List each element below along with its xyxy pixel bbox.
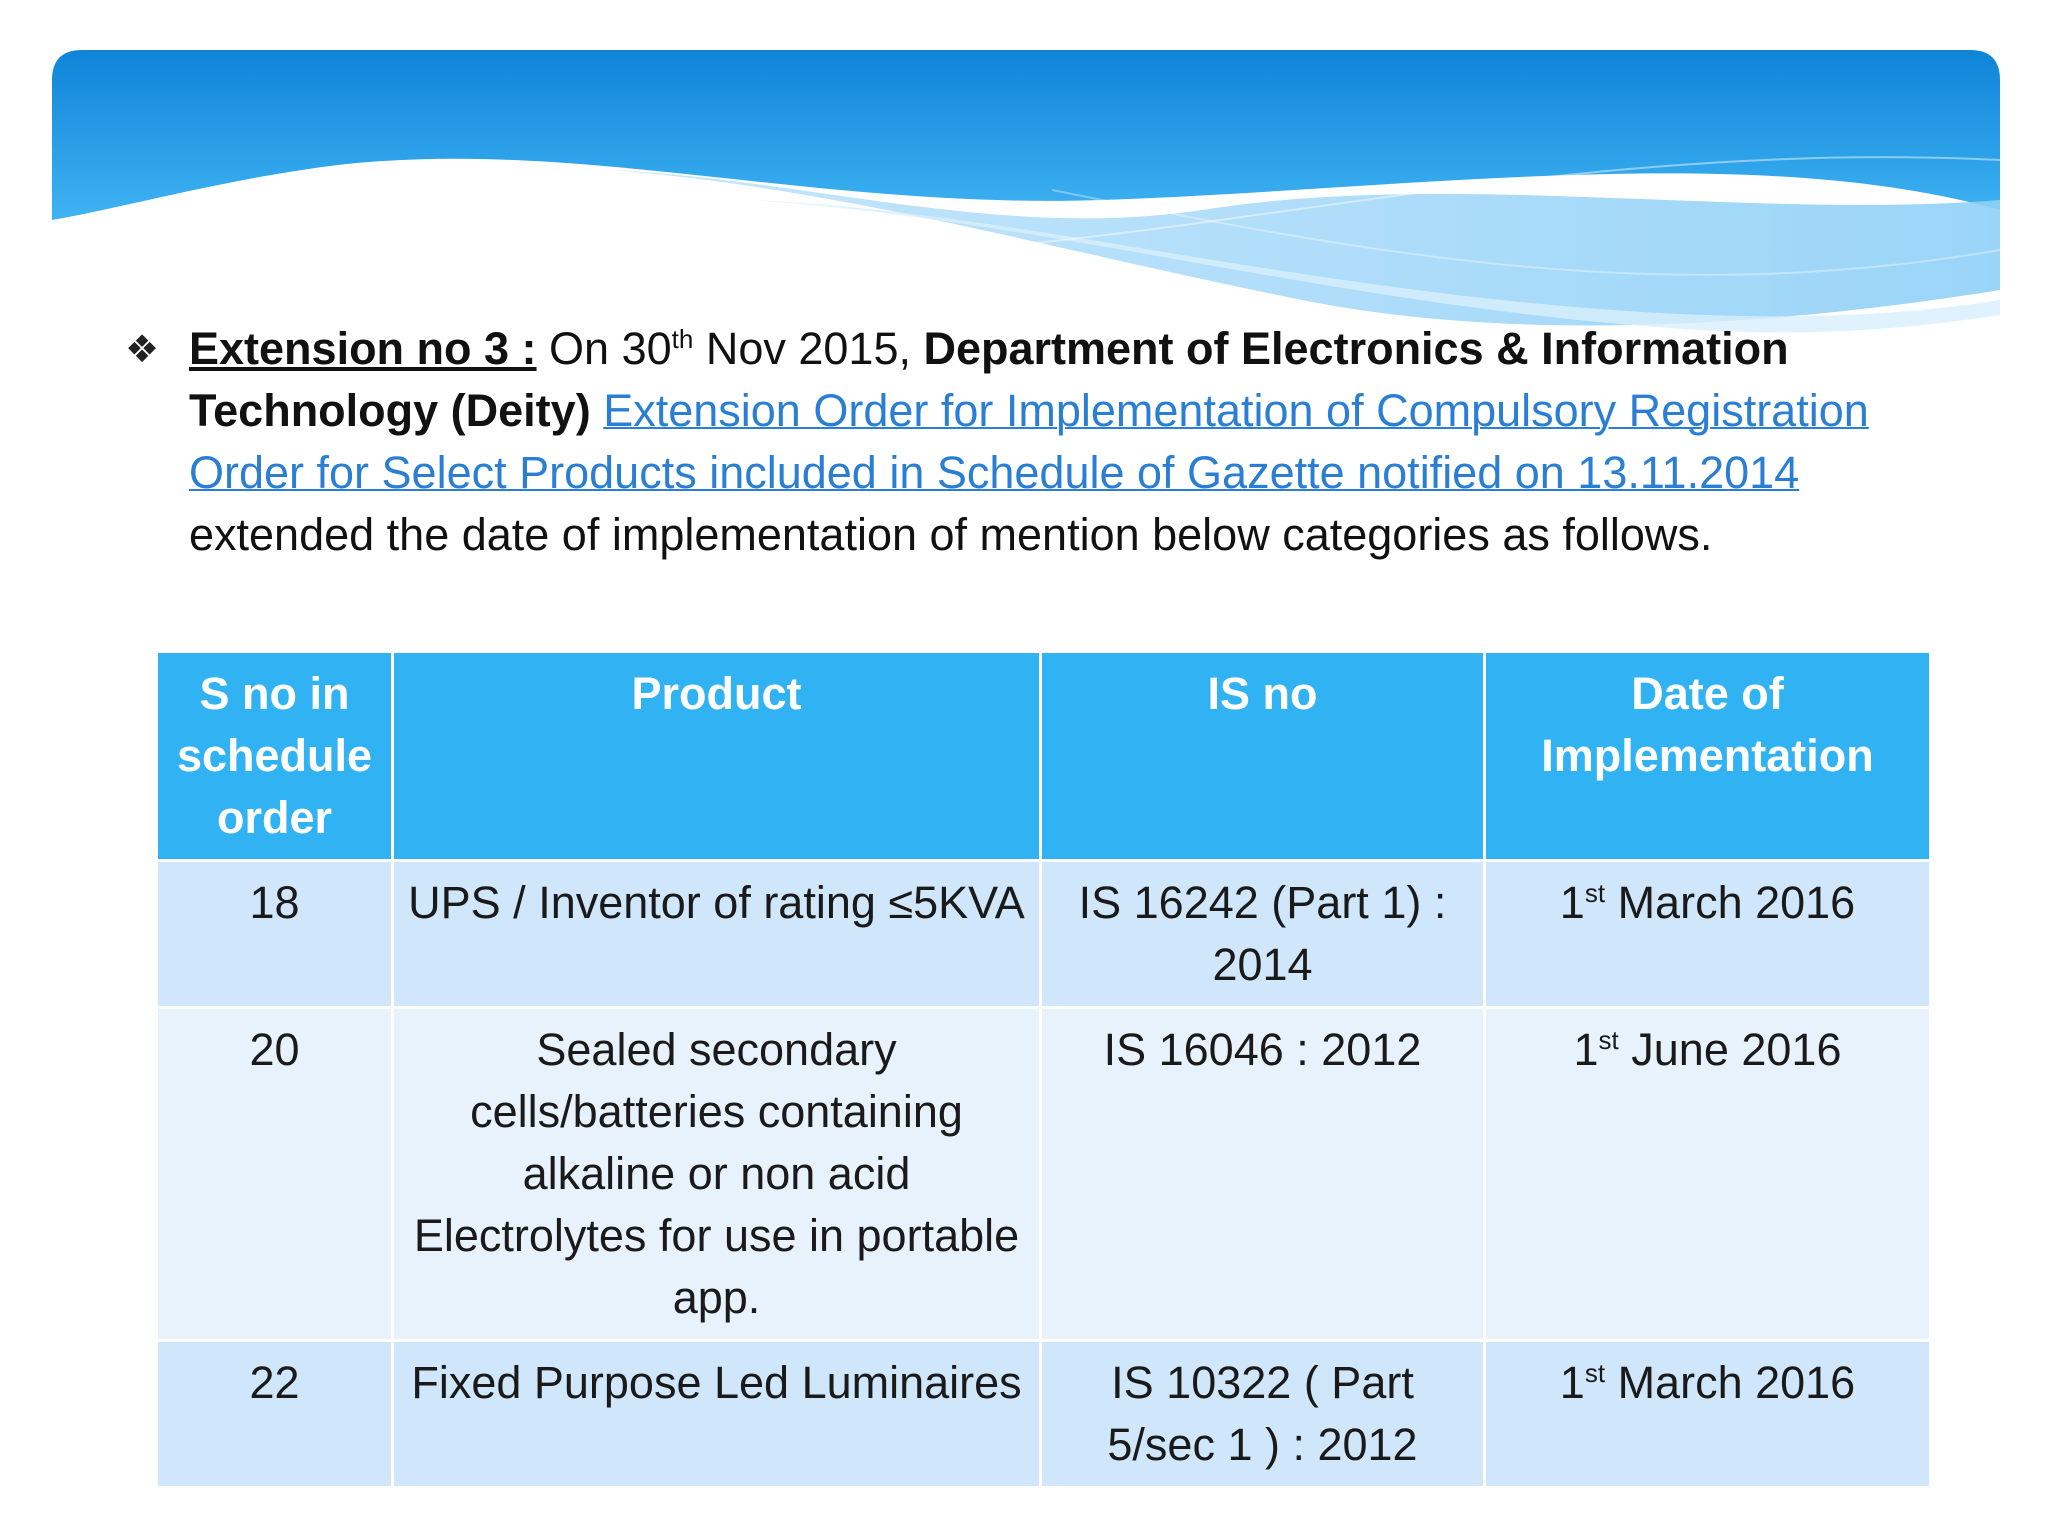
cell-product: UPS / Inventor of rating ≤5KVA [393, 861, 1041, 1008]
cell-date [1485, 1008, 1931, 1341]
extension-label: Extension no 3 : [189, 323, 537, 374]
department-name: Department of Electronics & Information Technology (Deity) [189, 323, 1789, 436]
text-after: extended the date of implementation of mention below categories as follows. [189, 509, 1713, 560]
table-row [157, 861, 1931, 1008]
table-row [157, 1341, 1931, 1488]
cell-is-no: IS 16046 : 2012 [1041, 1008, 1485, 1341]
cell-is-no: IS 10322 ( Part 5/sec 1 ) : 2012 [1041, 1341, 1485, 1488]
cell-date [1485, 1341, 1931, 1488]
cell-product: Fixed Purpose Led Luminaires [393, 1341, 1041, 1488]
schedule-table [155, 650, 1932, 1489]
date-num: 1 [1573, 1024, 1599, 1075]
extension-paragraph [189, 318, 1979, 566]
header-wave-banner [52, 50, 2000, 350]
table-row [157, 1008, 1931, 1341]
date-rest: June 2016 [1618, 1024, 1842, 1075]
header-product: Product [393, 652, 1041, 861]
text-date-rest: Nov 2015, [693, 323, 924, 374]
cell-sno: 22 [157, 1341, 393, 1488]
date-sup: st [1584, 878, 1606, 908]
cell-product: Sealed secondary cells/batteries containing alkaline or non acid Electrolytes for use in portable app. [393, 1008, 1041, 1341]
cell-is-no: IS 16242 (Part 1) : 2014 [1041, 861, 1485, 1008]
cell-sno: 20 [157, 1008, 393, 1341]
date-sup: st [1584, 1358, 1606, 1388]
extension-bullet [125, 318, 1985, 566]
date-num: 1 [1559, 1357, 1585, 1408]
table-header-row [157, 652, 1931, 861]
cell-date [1485, 861, 1931, 1008]
date-num: 1 [1559, 877, 1585, 928]
date-rest: March 2016 [1605, 877, 1856, 928]
header-is-no: IS no [1041, 652, 1485, 861]
header-date: Date of Implementation [1485, 652, 1931, 861]
diamond-four-petal-icon: ❖ [125, 327, 160, 371]
header-sno: S no in schedule order [157, 652, 393, 861]
cell-sno: 18 [157, 861, 393, 1008]
text-on: On 30 [536, 323, 672, 374]
order-link[interactable]: Extension Order for Implementation of Compulsory Registration Order for Select Products included in Schedule of Gazette notified on 13.11.2014 [189, 385, 1869, 498]
date-rest: March 2016 [1605, 1357, 1856, 1408]
text-on-sup: th [671, 324, 694, 354]
date-sup: st [1598, 1025, 1619, 1055]
